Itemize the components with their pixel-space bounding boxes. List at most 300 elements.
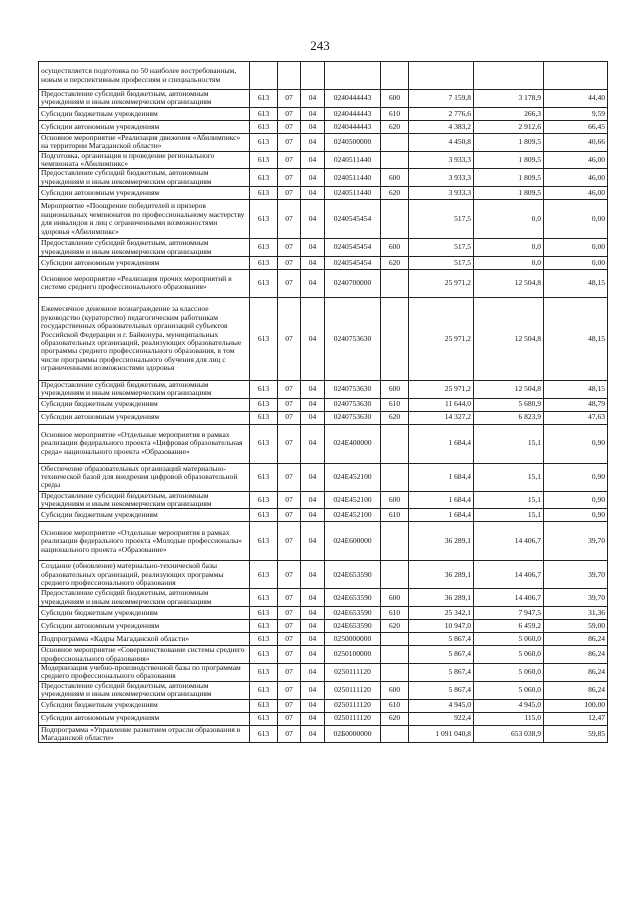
cell-planned: 25 971,2 <box>409 269 474 297</box>
cell-subsection: 04 <box>301 463 325 491</box>
cell-ministry: 613 <box>250 398 278 411</box>
cell-target-article: 024E600000 <box>325 522 381 561</box>
cell-percent: 0,00 <box>544 256 608 269</box>
cell-section: 07 <box>278 491 301 509</box>
cell-ministry: 613 <box>250 239 278 257</box>
cell-planned: 5 867,4 <box>409 646 474 664</box>
table-row <box>39 620 608 633</box>
cell-expense-type: 610 <box>381 509 409 522</box>
cell-subsection: 04 <box>301 120 325 133</box>
cell-percent: 48,15 <box>544 380 608 398</box>
cell-expense-type: 620 <box>381 411 409 424</box>
cell-percent: 12,47 <box>544 712 608 725</box>
cell-section: 07 <box>278 269 301 297</box>
cell-subsection: 04 <box>301 633 325 646</box>
cell-ministry: 613 <box>250 297 278 380</box>
cell-target-article: 0240444443 <box>325 90 381 108</box>
cell-name: Субсидии автономным учреждениям <box>39 712 250 725</box>
cell-expense-type <box>381 133 409 151</box>
cell-section: 07 <box>278 151 301 169</box>
cell-ministry: 613 <box>250 522 278 561</box>
cell-percent: 39,70 <box>544 589 608 607</box>
cell-executed: 4 945,0 <box>474 699 544 712</box>
cell-planned: 11 644,0 <box>409 398 474 411</box>
cell-ministry: 613 <box>250 712 278 725</box>
cell-section: 07 <box>278 398 301 411</box>
cell-target-article: 0250111120 <box>325 681 381 699</box>
table-row <box>39 380 608 398</box>
cell-executed: 5 060,0 <box>474 633 544 646</box>
cell-percent <box>544 62 608 90</box>
cell-name: Подпрограмма «Кадры Магаданской области» <box>39 633 250 646</box>
cell-executed: 15,1 <box>474 491 544 509</box>
cell-executed: 0,0 <box>474 239 544 257</box>
cell-target-article: 0240444443 <box>325 120 381 133</box>
cell-section: 07 <box>278 607 301 620</box>
cell-planned: 14 327,2 <box>409 411 474 424</box>
table-row <box>39 107 608 120</box>
cell-expense-type: 620 <box>381 712 409 725</box>
cell-percent: 46,00 <box>544 169 608 187</box>
cell-expense-type: 620 <box>381 120 409 133</box>
cell-expense-type: 610 <box>381 398 409 411</box>
cell-section: 07 <box>278 712 301 725</box>
cell-planned: 36 289,1 <box>409 561 474 589</box>
cell-percent: 0,90 <box>544 491 608 509</box>
cell-name: Субсидии бюджетным учреждениям <box>39 699 250 712</box>
cell-executed: 1 809,5 <box>474 187 544 200</box>
cell-percent: 31,36 <box>544 607 608 620</box>
cell-executed: 6 823,9 <box>474 411 544 424</box>
cell-expense-type <box>381 725 409 743</box>
cell-executed: 14 406,7 <box>474 522 544 561</box>
cell-percent: 46,00 <box>544 187 608 200</box>
cell-percent: 44,40 <box>544 90 608 108</box>
table-row <box>39 699 608 712</box>
cell-planned: 4 945,0 <box>409 699 474 712</box>
cell-subsection: 04 <box>301 725 325 743</box>
cell-ministry: 613 <box>250 699 278 712</box>
cell-executed: 5 060,0 <box>474 646 544 664</box>
cell-target-article: 0250111120 <box>325 699 381 712</box>
cell-executed: 5 680,9 <box>474 398 544 411</box>
cell-target-article: 0240511440 <box>325 187 381 200</box>
cell-subsection: 04 <box>301 187 325 200</box>
cell-subsection: 04 <box>301 424 325 463</box>
cell-target-article: 0240700000 <box>325 269 381 297</box>
cell-target-article: 0240545454 <box>325 239 381 257</box>
cell-percent: 86,24 <box>544 633 608 646</box>
cell-executed: 1 809,5 <box>474 133 544 151</box>
cell-percent: 0,90 <box>544 463 608 491</box>
table-row <box>39 297 608 380</box>
cell-ministry: 613 <box>250 151 278 169</box>
table-row <box>39 463 608 491</box>
cell-subsection: 04 <box>301 398 325 411</box>
cell-ministry: 613 <box>250 120 278 133</box>
cell-planned: 517,5 <box>409 256 474 269</box>
cell-planned: 922,4 <box>409 712 474 725</box>
cell-percent: 46,00 <box>544 151 608 169</box>
cell-target-article: 024E452100 <box>325 491 381 509</box>
table-row <box>39 398 608 411</box>
cell-section: 07 <box>278 239 301 257</box>
cell-ministry: 613 <box>250 509 278 522</box>
cell-percent: 39,70 <box>544 522 608 561</box>
cell-name: осуществляется подготовка по 50 наиболее востребованным, новым и перспективным профессиям и специальностям <box>39 62 250 90</box>
table-row <box>39 120 608 133</box>
cell-ministry: 613 <box>250 620 278 633</box>
cell-planned: 10 947,0 <box>409 620 474 633</box>
cell-planned: 25 971,2 <box>409 297 474 380</box>
table-body <box>39 62 608 743</box>
cell-ministry: 613 <box>250 491 278 509</box>
cell-ministry <box>250 62 278 90</box>
cell-executed: 14 406,7 <box>474 589 544 607</box>
cell-percent: 0,90 <box>544 424 608 463</box>
cell-name: Субсидии автономным учреждениям <box>39 620 250 633</box>
cell-planned: 5 867,4 <box>409 664 474 682</box>
cell-planned: 25 342,1 <box>409 607 474 620</box>
cell-ministry: 613 <box>250 633 278 646</box>
cell-section: 07 <box>278 633 301 646</box>
cell-target-article <box>325 62 381 90</box>
table-row <box>39 712 608 725</box>
cell-section: 07 <box>278 90 301 108</box>
cell-expense-type: 600 <box>381 589 409 607</box>
cell-subsection: 04 <box>301 107 325 120</box>
cell-name: Обеспечение образовательных организаций материально-технической базой для внедрения цифровой образовательной среды <box>39 463 250 491</box>
cell-percent: 66,45 <box>544 120 608 133</box>
cell-section: 07 <box>278 107 301 120</box>
cell-ministry: 613 <box>250 411 278 424</box>
cell-planned: 4 383,2 <box>409 120 474 133</box>
cell-planned: 36 289,1 <box>409 589 474 607</box>
cell-section: 07 <box>278 133 301 151</box>
cell-target-article: 024E400000 <box>325 424 381 463</box>
cell-percent: 59,00 <box>544 620 608 633</box>
cell-percent: 86,24 <box>544 664 608 682</box>
cell-percent: 40,66 <box>544 133 608 151</box>
cell-planned: 1 684,4 <box>409 491 474 509</box>
table-row <box>39 607 608 620</box>
cell-section: 07 <box>278 561 301 589</box>
cell-subsection: 04 <box>301 509 325 522</box>
cell-subsection <box>301 62 325 90</box>
table-row <box>39 491 608 509</box>
table-row <box>39 646 608 664</box>
cell-target-article: 0250111120 <box>325 664 381 682</box>
cell-section: 07 <box>278 620 301 633</box>
cell-expense-type <box>381 424 409 463</box>
cell-name: Предоставление субсидий бюджетным, автономным учреждениям и иным некоммерческим организациям <box>39 681 250 699</box>
cell-subsection: 04 <box>301 522 325 561</box>
cell-target-article: 0240444443 <box>325 107 381 120</box>
cell-subsection: 04 <box>301 380 325 398</box>
table-row <box>39 187 608 200</box>
cell-name: Предоставление субсидий бюджетным, автономным учреждениям и иным некоммерческим организациям <box>39 239 250 257</box>
cell-executed: 14 406,7 <box>474 561 544 589</box>
cell-planned: 25 971,2 <box>409 380 474 398</box>
cell-expense-type <box>381 297 409 380</box>
cell-section: 07 <box>278 120 301 133</box>
cell-section: 07 <box>278 169 301 187</box>
cell-subsection: 04 <box>301 699 325 712</box>
cell-executed: 5 060,0 <box>474 664 544 682</box>
cell-subsection: 04 <box>301 589 325 607</box>
cell-subsection: 04 <box>301 411 325 424</box>
cell-ministry: 613 <box>250 664 278 682</box>
cell-subsection: 04 <box>301 712 325 725</box>
cell-expense-type <box>381 200 409 239</box>
table-row <box>39 62 608 90</box>
cell-expense-type: 620 <box>381 256 409 269</box>
table-row <box>39 664 608 682</box>
cell-subsection: 04 <box>301 200 325 239</box>
cell-percent: 48,15 <box>544 269 608 297</box>
table-row <box>39 151 608 169</box>
page-number: 243 <box>310 38 330 53</box>
cell-percent: 0,00 <box>544 239 608 257</box>
cell-section: 07 <box>278 589 301 607</box>
cell-percent: 47,63 <box>544 411 608 424</box>
cell-name: Субсидии автономным учреждениям <box>39 411 250 424</box>
cell-percent: 0,90 <box>544 509 608 522</box>
cell-ministry: 613 <box>250 463 278 491</box>
cell-expense-type: 600 <box>381 491 409 509</box>
cell-name: Предоставление субсидий бюджетным, автономным учреждениям и иным некоммерческим организациям <box>39 380 250 398</box>
cell-executed: 6 459,2 <box>474 620 544 633</box>
cell-target-article: 0240511440 <box>325 151 381 169</box>
cell-section: 07 <box>278 256 301 269</box>
cell-name: Предоставление субсидий бюджетным, автономным учреждениям и иным некоммерческим организациям <box>39 90 250 108</box>
cell-target-article: 024E452100 <box>325 463 381 491</box>
cell-subsection: 04 <box>301 681 325 699</box>
cell-ministry: 613 <box>250 681 278 699</box>
cell-planned: 517,5 <box>409 200 474 239</box>
cell-percent: 86,24 <box>544 681 608 699</box>
table-row <box>39 200 608 239</box>
cell-name: Ежемесячное денежное вознаграждение за классное руководство (кураторство) педагогическим работникам государственных образовательных организаций субъектов Российской Федерации и г. Байконура, муниципальных образовательных организаций, реализующих образовательные программы среднего профессионального образования, в том числе программы профессионального обучения для лиц с ограниченными возможностями здоровья <box>39 297 250 380</box>
cell-expense-type <box>381 522 409 561</box>
cell-executed: 7 947,5 <box>474 607 544 620</box>
cell-name: Субсидии бюджетным учреждениям <box>39 107 250 120</box>
cell-expense-type <box>381 62 409 90</box>
table-row <box>39 589 608 607</box>
cell-executed: 1 809,5 <box>474 151 544 169</box>
cell-section: 07 <box>278 200 301 239</box>
cell-executed: 12 504,8 <box>474 269 544 297</box>
cell-target-article: 0240545454 <box>325 256 381 269</box>
cell-executed: 115,0 <box>474 712 544 725</box>
cell-ministry: 613 <box>250 269 278 297</box>
cell-executed: 5 060,0 <box>474 681 544 699</box>
cell-target-article: 024E653590 <box>325 589 381 607</box>
table-row <box>39 424 608 463</box>
cell-executed: 12 504,8 <box>474 297 544 380</box>
cell-section: 07 <box>278 725 301 743</box>
table-row <box>39 633 608 646</box>
cell-expense-type <box>381 646 409 664</box>
table-row <box>39 239 608 257</box>
cell-planned: 2 776,6 <box>409 107 474 120</box>
cell-executed: 3 178,9 <box>474 90 544 108</box>
cell-ministry: 613 <box>250 256 278 269</box>
cell-percent: 100,00 <box>544 699 608 712</box>
cell-subsection: 04 <box>301 269 325 297</box>
cell-name: Предоставление субсидий бюджетным, автономным учреждениям и иным некоммерческим организациям <box>39 491 250 509</box>
cell-ministry: 613 <box>250 380 278 398</box>
cell-expense-type: 600 <box>381 239 409 257</box>
cell-name: Субсидии автономным учреждениям <box>39 256 250 269</box>
cell-name: Модернизация учебно-производственной базы по программам среднего профессионального образования <box>39 664 250 682</box>
cell-planned: 517,5 <box>409 239 474 257</box>
cell-subsection: 04 <box>301 151 325 169</box>
table-row <box>39 681 608 699</box>
cell-section: 07 <box>278 411 301 424</box>
cell-name: Основное мероприятие «Реализация движения «Абилимпикс» на территории Магаданской области» <box>39 133 250 151</box>
cell-percent: 0,00 <box>544 200 608 239</box>
cell-name: Основное мероприятие «Реализация прочих мероприятий в системе среднего профессионального образования» <box>39 269 250 297</box>
cell-planned: 1 091 040,8 <box>409 725 474 743</box>
cell-ministry: 613 <box>250 607 278 620</box>
cell-name: Предоставление субсидий бюджетным, автономным учреждениям и иным некоммерческим организациям <box>39 589 250 607</box>
cell-ministry: 613 <box>250 107 278 120</box>
table-row <box>39 725 608 743</box>
table-row <box>39 411 608 424</box>
cell-name: Субсидии автономным учреждениям <box>39 120 250 133</box>
cell-executed: 0,0 <box>474 256 544 269</box>
cell-section: 07 <box>278 699 301 712</box>
cell-planned: 3 933,3 <box>409 151 474 169</box>
cell-target-article: 024E653590 <box>325 620 381 633</box>
cell-ministry: 613 <box>250 200 278 239</box>
cell-executed: 1 809,5 <box>474 169 544 187</box>
cell-name: Подпрограмма «Управление развитием отрасли образования в Магаданской области» <box>39 725 250 743</box>
cell-expense-type: 600 <box>381 681 409 699</box>
cell-section <box>278 62 301 90</box>
cell-name: Основное мероприятие «Отдельные мероприятия в рамках реализации федерального проекта «Цифровая образовательная среда» национального проекта «Образование» <box>39 424 250 463</box>
cell-executed: 12 504,8 <box>474 380 544 398</box>
cell-name: Субсидии бюджетным учреждениям <box>39 398 250 411</box>
cell-subsection: 04 <box>301 561 325 589</box>
cell-subsection: 04 <box>301 169 325 187</box>
cell-ministry: 613 <box>250 90 278 108</box>
cell-name: Подготовка, организация и проведение регионального чемпионата «Абилимпикс» <box>39 151 250 169</box>
cell-subsection: 04 <box>301 256 325 269</box>
cell-section: 07 <box>278 424 301 463</box>
cell-target-article: 024E653590 <box>325 561 381 589</box>
cell-section: 07 <box>278 681 301 699</box>
cell-executed: 15,1 <box>474 463 544 491</box>
cell-section: 07 <box>278 664 301 682</box>
cell-expense-type <box>381 151 409 169</box>
cell-target-article: 0240753630 <box>325 411 381 424</box>
cell-expense-type <box>381 633 409 646</box>
cell-target-article: 0240500000 <box>325 133 381 151</box>
cell-ministry: 613 <box>250 169 278 187</box>
cell-expense-type: 600 <box>381 169 409 187</box>
cell-planned: 1 684,4 <box>409 509 474 522</box>
cell-expense-type <box>381 561 409 589</box>
cell-ministry: 613 <box>250 424 278 463</box>
cell-percent: 48,79 <box>544 398 608 411</box>
table-row <box>39 133 608 151</box>
cell-name: Основное мероприятие «Совершенствование системы среднего профессионального образования» <box>39 646 250 664</box>
cell-target-article: 0240753630 <box>325 297 381 380</box>
cell-planned: 36 289,1 <box>409 522 474 561</box>
table-row <box>39 269 608 297</box>
cell-expense-type: 610 <box>381 107 409 120</box>
cell-target-article: 0240511440 <box>325 169 381 187</box>
cell-executed: 0,0 <box>474 200 544 239</box>
cell-target-article: 0240545454 <box>325 200 381 239</box>
cell-section: 07 <box>278 463 301 491</box>
cell-section: 07 <box>278 297 301 380</box>
budget-table <box>38 61 608 743</box>
cell-planned: 7 159,8 <box>409 90 474 108</box>
cell-name: Мероприятие «Поощрение победителей и призеров национальных чемпионатов по профессиональному мастерству для инвалидов и лиц с ограниченными возможностями здоровья «Абилимпикс» <box>39 200 250 239</box>
table-row <box>39 90 608 108</box>
table-row <box>39 169 608 187</box>
cell-section: 07 <box>278 509 301 522</box>
cell-name: Субсидии автономным учреждениям <box>39 187 250 200</box>
cell-subsection: 04 <box>301 646 325 664</box>
table-row <box>39 522 608 561</box>
cell-expense-type: 600 <box>381 380 409 398</box>
cell-planned: 4 450,8 <box>409 133 474 151</box>
cell-expense-type: 620 <box>381 187 409 200</box>
cell-name: Создание (обновление) материально-технической базы образовательных организаций, реализующих программы среднего профессионального образования <box>39 561 250 589</box>
table-row <box>39 509 608 522</box>
cell-expense-type <box>381 664 409 682</box>
cell-target-article: 024E653590 <box>325 607 381 620</box>
cell-ministry: 613 <box>250 561 278 589</box>
cell-executed <box>474 62 544 90</box>
cell-section: 07 <box>278 646 301 664</box>
cell-planned: 5 867,4 <box>409 633 474 646</box>
cell-target-article: 0250000000 <box>325 633 381 646</box>
cell-percent: 59,85 <box>544 725 608 743</box>
cell-expense-type: 620 <box>381 620 409 633</box>
cell-executed: 653 038,9 <box>474 725 544 743</box>
cell-section: 07 <box>278 380 301 398</box>
cell-planned: 1 684,4 <box>409 424 474 463</box>
cell-subsection: 04 <box>301 297 325 380</box>
cell-executed: 15,1 <box>474 509 544 522</box>
cell-subsection: 04 <box>301 607 325 620</box>
cell-subsection: 04 <box>301 239 325 257</box>
cell-name: Предоставление субсидий бюджетным, автономным учреждениям и иным некоммерческим организациям <box>39 169 250 187</box>
cell-subsection: 04 <box>301 491 325 509</box>
cell-target-article: 0250100000 <box>325 646 381 664</box>
cell-ministry: 613 <box>250 646 278 664</box>
cell-section: 07 <box>278 187 301 200</box>
cell-target-article: 024E452100 <box>325 509 381 522</box>
cell-planned <box>409 62 474 90</box>
cell-planned: 5 867,4 <box>409 681 474 699</box>
table-row <box>39 256 608 269</box>
cell-expense-type: 600 <box>381 90 409 108</box>
cell-expense-type: 610 <box>381 607 409 620</box>
cell-ministry: 613 <box>250 133 278 151</box>
cell-ministry: 613 <box>250 725 278 743</box>
cell-subsection: 04 <box>301 620 325 633</box>
cell-subsection: 04 <box>301 664 325 682</box>
cell-planned: 1 684,4 <box>409 463 474 491</box>
cell-subsection: 04 <box>301 133 325 151</box>
cell-executed: 15,1 <box>474 424 544 463</box>
